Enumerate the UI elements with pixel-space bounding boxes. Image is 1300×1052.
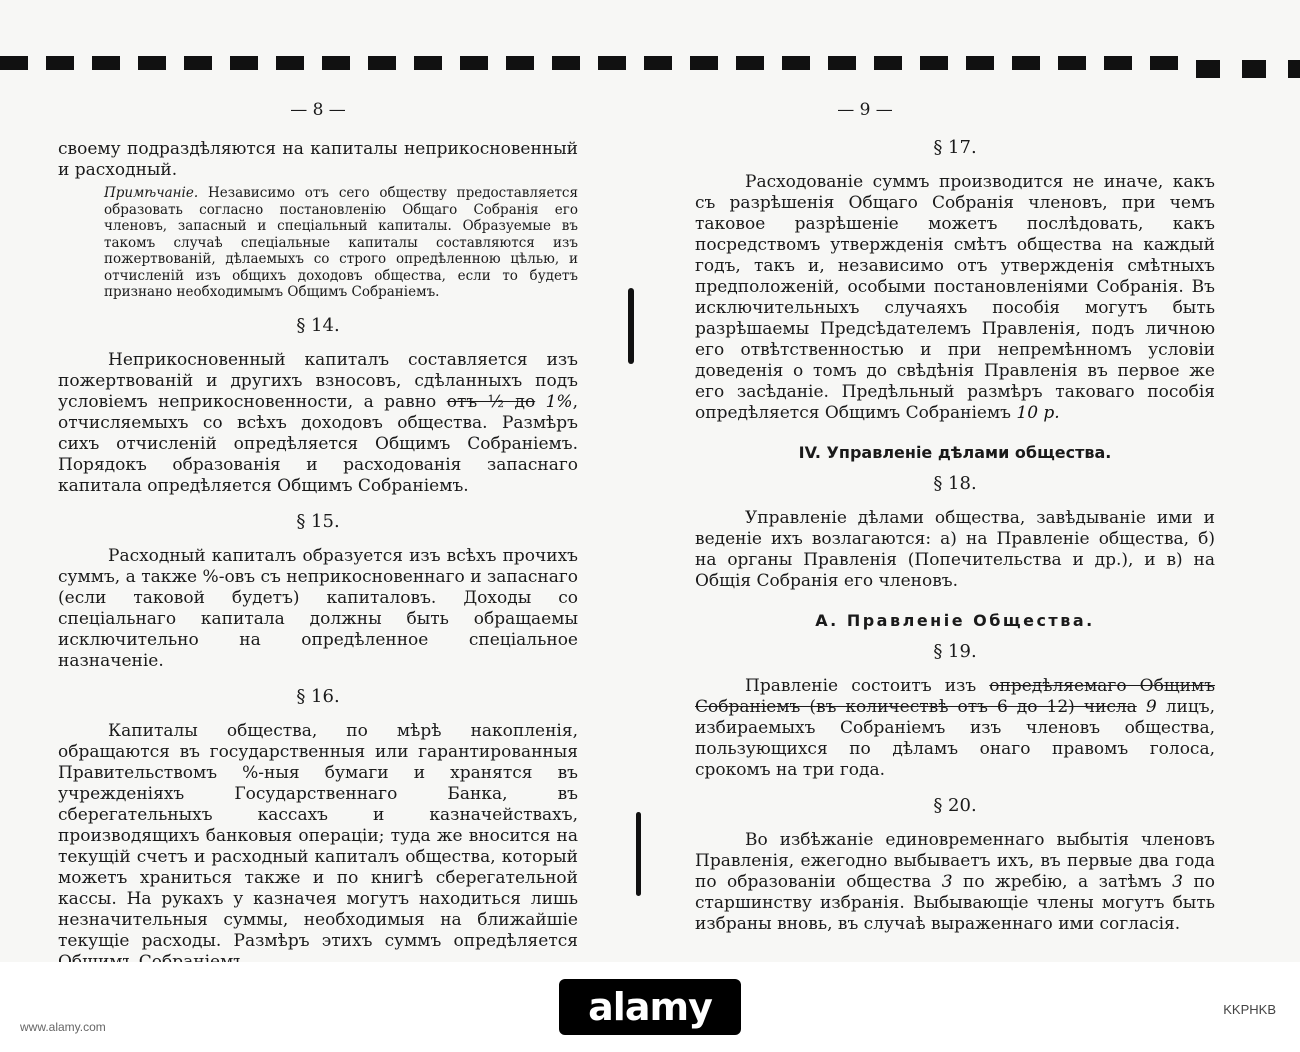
page-number: — 9 —	[837, 100, 893, 120]
text-span: Расходованіе суммъ производится не иначе, какъ съ разрѣшенія Общаго Собранія членовъ, при чемъ таковое разрѣшеніе можетъ послѣдовать, какъ посредствомъ утвержденія смѣтъ общества на каждый годъ, такъ и, независимо отъ утвержденія смѣтныхъ предположеній, особыми постановленіями Собранія. Въ исключительныхъ случаяхъ пособія могутъ быть разрѣшаемы Предсѣдателемъ Правленія, подъ личною его отвѣтственностью и при непремѣнномъ условіи доведенія о томъ до свѣдѣнія Правленія въ первое же его засѣданіе. Предѣльный размѣръ таковаго пособія опредѣляется Общимъ Собраніемъ	[695, 172, 1215, 423]
text-span: Правленіе состоитъ изъ	[745, 676, 977, 696]
note-text: Независимо отъ сего обществу предоставляется образовать согласно постановленію Общаго Собранія его членовъ, запасный и спеціальный капиталы. Образуемые въ такомъ случаѣ спеціальные капиталы составляются изъ пожертвованій, дѣлаемыхъ со строго опредѣленною цѣлью, и отчисленій изъ общихъ доходовъ общества, если то будетъ признано необходимымъ Общимъ Собраніемъ.	[104, 185, 578, 300]
text-span: отчисляемыхъ со всѣхъ доходовъ общества. Размѣръ сихъ отчисленій опредѣляется Общимъ Собраніемъ. Порядокъ образованія и расходованія запаснаго капитала опредѣляется Общимъ Собраніемъ.	[58, 412, 578, 496]
binding-holes	[0, 42, 1300, 82]
binding-hole	[138, 56, 166, 70]
section-text: Управленіе дѣлами общества, завѣдываніе ими и веденіе ихъ возлагаются: а) на Правленіе общества, б) на органы Правленія (Попечительства и др.), и в) на Общія Собранія его членовъ.	[695, 508, 1215, 591]
binding-hole	[690, 56, 718, 70]
left-page	[58, 100, 578, 973]
section-number: § 19.	[933, 641, 977, 662]
binding-hole	[368, 56, 396, 70]
text-span: Во избѣжаніе единовременнаго выбытія членовъ Правленія, ежегодно выбываетъ ихъ, въ первые два года по образованіи общества	[695, 830, 1215, 892]
handwritten-note: 3	[941, 872, 953, 892]
right-page	[695, 100, 1215, 935]
section-text: Капиталы общества, по мѣрѣ накопленія, обращаются въ государственныя или гарантированныя Правительствомъ %-ныя бумаги и хранятся въ учрежденіяхъ Государственнаго Банка, въ сберегательныхъ кассахъ и казначействахъ, производящихъ банковыя операціи; туда же вносится на текущій счетъ и расходный капиталъ общества, который можетъ храниться также и по книгѣ сберегательной кассы. На рукахъ у казначея могутъ находиться лишь незначительныя суммы, необходимыя на ближайшіе текущіе расходы. Размѣръ этихъ суммъ опредѣляется	[58, 720, 578, 951]
binding-hole	[736, 56, 764, 70]
binding-hole	[460, 56, 488, 70]
binding-hole	[230, 56, 258, 70]
binding-hole	[1288, 60, 1300, 78]
binding-hole	[276, 56, 304, 70]
binding-hole	[598, 56, 626, 70]
binding-hole	[0, 56, 28, 70]
image-id: KKPHKB	[1219, 1000, 1280, 1019]
binding-hole	[966, 56, 994, 70]
binding-hole	[414, 56, 442, 70]
binding-hole	[552, 56, 580, 70]
text-span: по жребію, а затѣмъ	[963, 872, 1162, 892]
binding-hole	[828, 56, 856, 70]
gutter-mark	[628, 288, 634, 364]
binding-hole	[644, 56, 672, 70]
subchapter-heading: А. Правленіе Общества.	[815, 611, 1095, 630]
text-span: по старшинству избранія. Выбывающіе члены могутъ быть избраны вновь, въ случаѣ выраженнаго ими согласія.	[695, 872, 1216, 934]
gutter-mark	[636, 812, 641, 896]
section-number: § 14.	[296, 314, 340, 336]
section-number: § 20.	[933, 795, 977, 816]
binding-hole	[92, 56, 120, 70]
binding-hole	[46, 56, 74, 70]
binding-hole	[920, 56, 948, 70]
section-number: § 15.	[296, 510, 340, 532]
text-span: Неприкосновенный капиталъ составляется изъ пожертвованій и другихъ взносовъ, сдѣланныхъ подъ условіемъ неприкосновенности, а равно	[58, 349, 578, 412]
binding-hole	[1058, 56, 1086, 70]
section-text	[695, 830, 1215, 935]
section-text: Неприкосновенный капиталъ составляется изъ пожертвованій и другихъ взносовъ, сдѣланныхъ подъ условіемъ неприкосновенности, а равно отъ ½ до 1%, отчисляемыхъ со всѣхъ доходовъ общества. Размѣръ сихъ отчисленій опредѣляется Общимъ Собраніемъ. Порядокъ образованія и расходованія запаснаго капитала опредѣляется Общимъ Собраніемъ.	[58, 349, 578, 496]
handwritten-note: 3	[1172, 872, 1183, 892]
section-text	[695, 676, 1215, 781]
section-number: § 16.	[296, 685, 340, 707]
binding-hole	[184, 56, 212, 70]
section-number: § 18.	[933, 473, 977, 494]
binding-hole	[1196, 60, 1220, 78]
binding-hole	[1012, 56, 1040, 70]
binding-hole	[322, 56, 350, 70]
page-number: — 8 —	[290, 100, 346, 120]
section-text	[695, 172, 1215, 424]
section-number: § 17.	[933, 137, 977, 158]
section-text: Расходный капиталъ образуется изъ всѣхъ прочихъ суммъ, а также %-овъ съ неприкосновеннаго и запаснаго (если таковой будетъ) капиталовъ. Доходы со спеціальнаго капитала должны быть обращаемы исключительно на опредѣленное спеціальное назначеніе.	[58, 545, 578, 671]
site-url: www.alamy.com	[20, 1020, 106, 1034]
handwritten-note: 1%	[545, 391, 573, 412]
chapter-heading: IV. Управленіе дѣлами общества.	[798, 443, 1112, 462]
binding-hole	[1242, 60, 1266, 78]
struck-text: опредѣляемаго Общимъ Собраніемъ (въ количествѣ отъ 6 до 12) числа	[695, 676, 1216, 717]
note-title: Примѣчаніе.	[104, 185, 199, 201]
intro-paragraph: своему подраздѣляются на капиталы неприкосновенный и расходный.	[58, 139, 578, 180]
handwritten-note: 9	[1145, 697, 1157, 717]
handwritten-note: 10 р.	[1016, 403, 1060, 423]
struck-text: отъ ½ до	[446, 391, 536, 412]
binding-hole	[874, 56, 902, 70]
binding-hole	[506, 56, 534, 70]
alamy-logo	[559, 975, 741, 1039]
binding-hole	[1150, 56, 1178, 70]
text-span: лицъ, избираемыхъ Собраніемъ изъ членовъ общества, пользующихся по дѣламъ онаго правомъ голоса, срокомъ на три года.	[695, 697, 1216, 780]
note	[104, 185, 578, 301]
logo-text: alamy	[588, 985, 712, 1029]
binding-hole	[782, 56, 810, 70]
binding-hole	[1104, 56, 1132, 70]
